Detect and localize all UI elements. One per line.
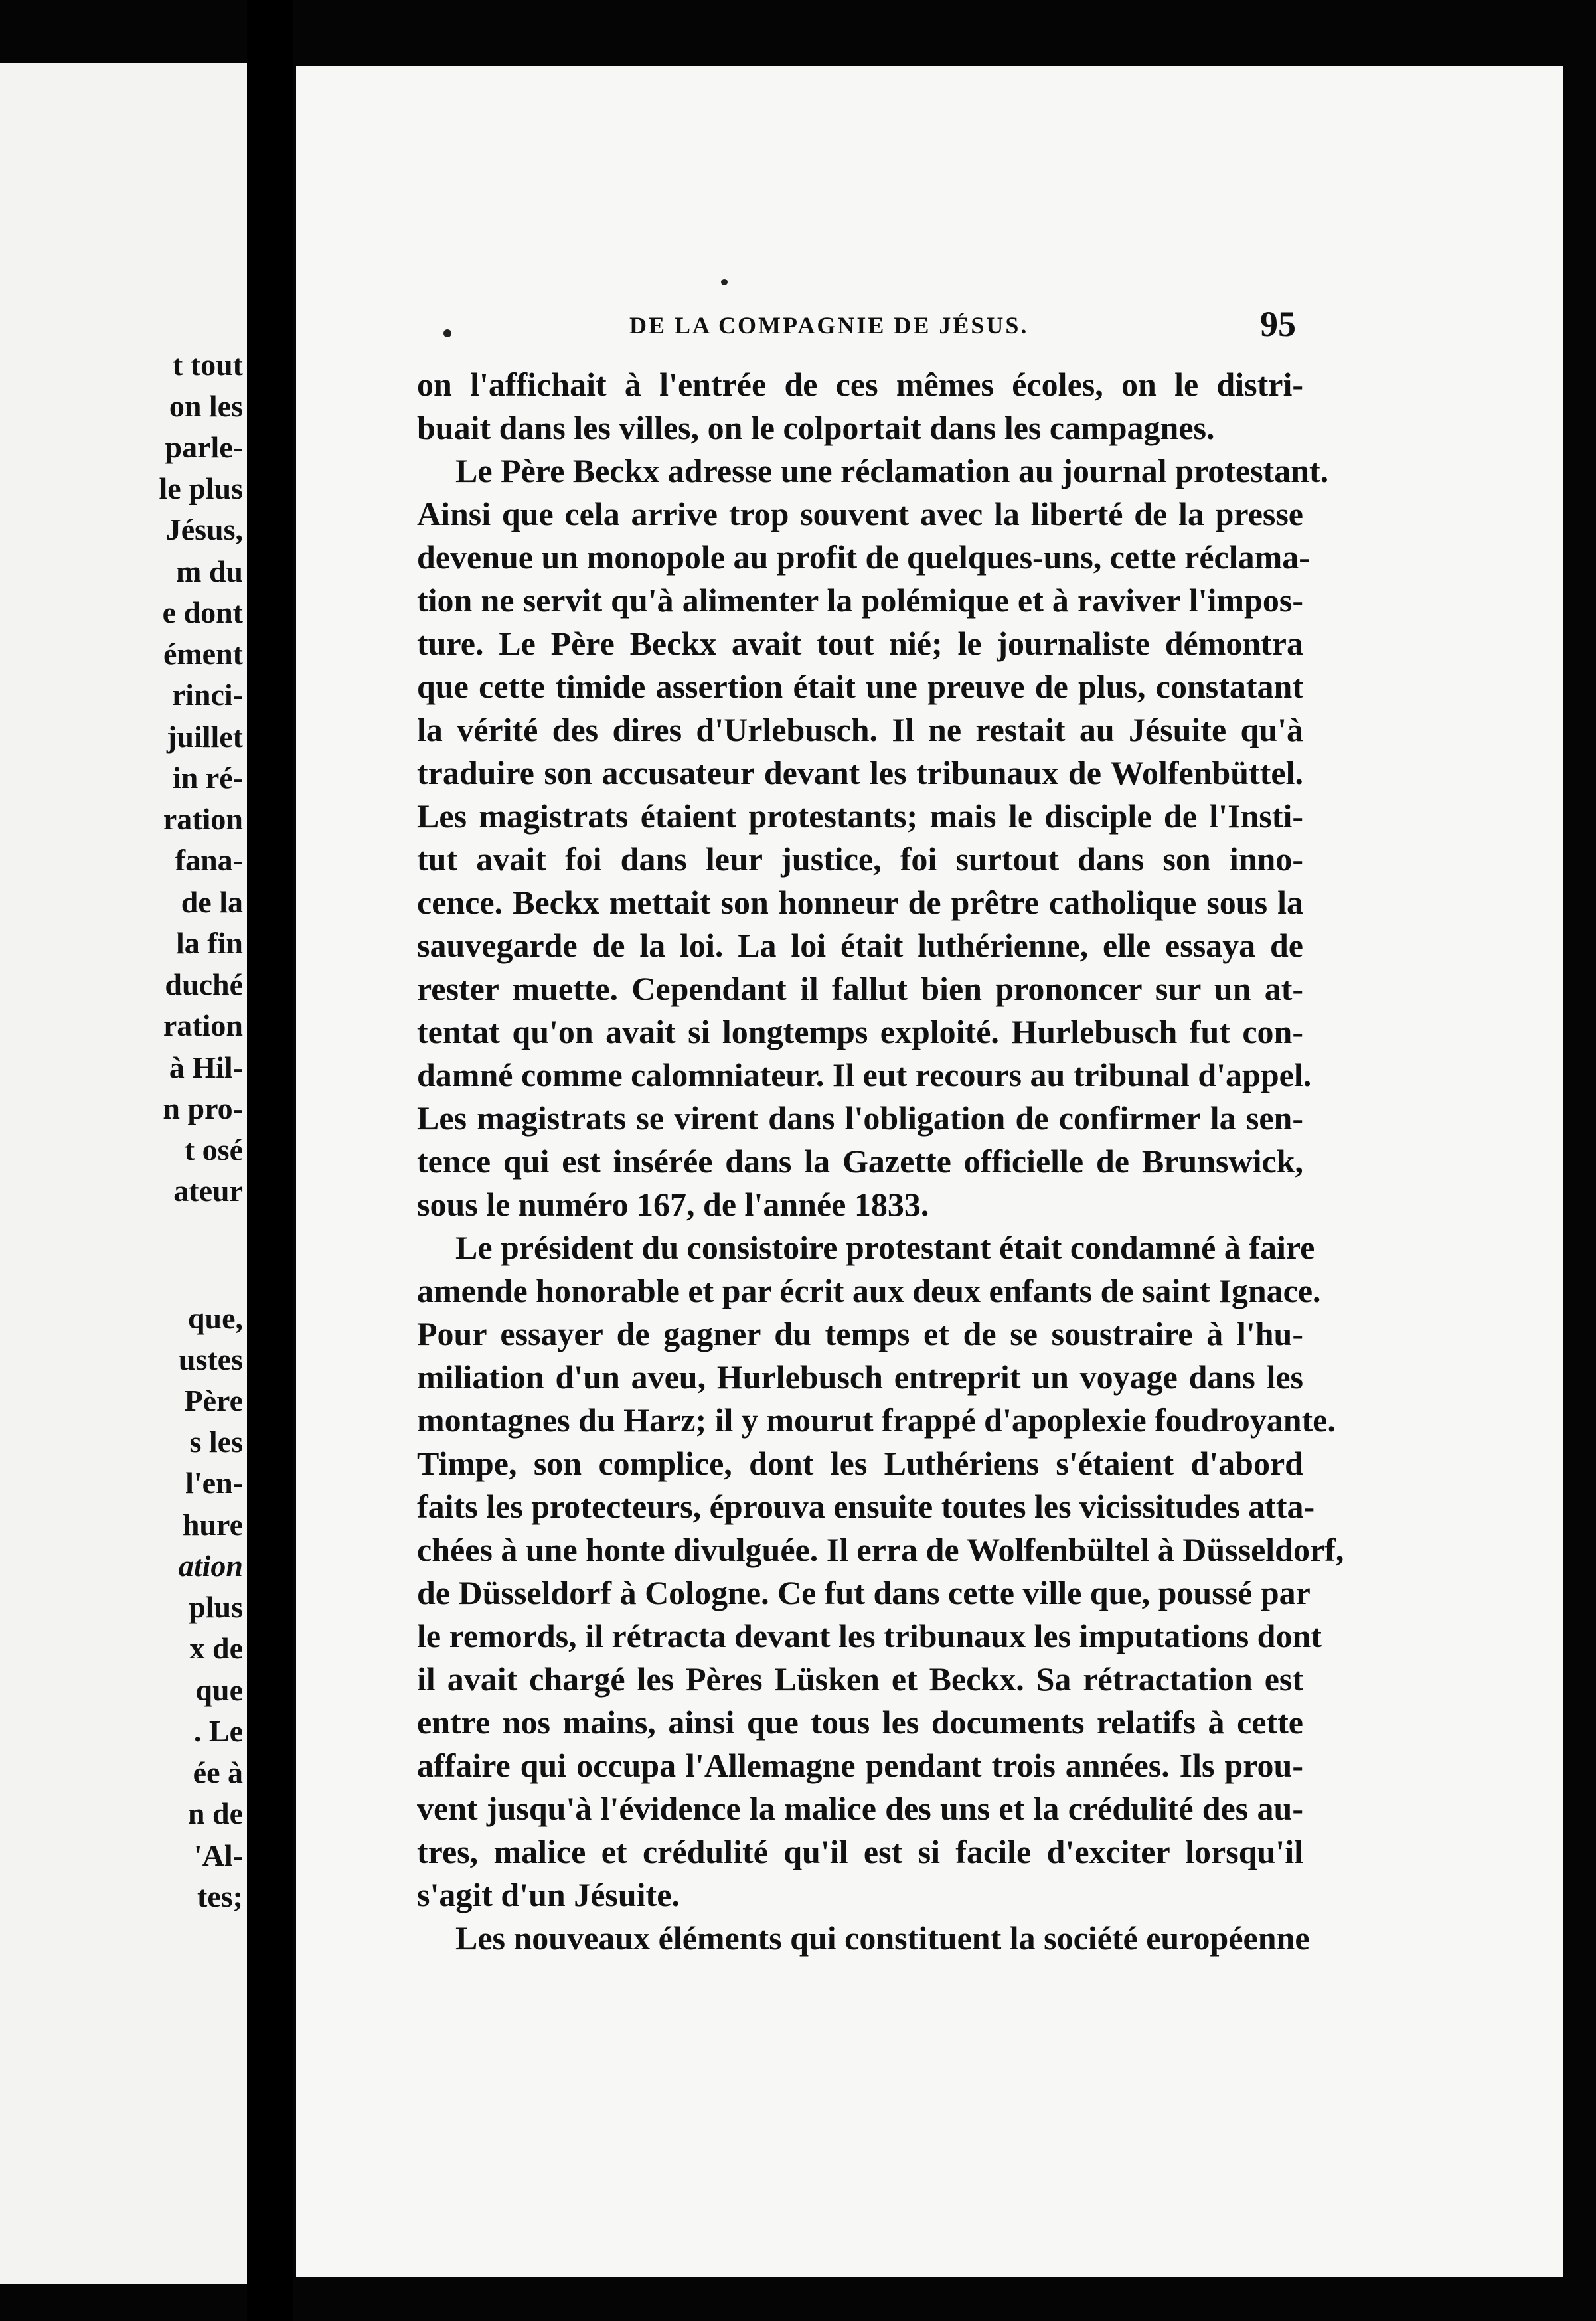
text-line: tentat qu'on avait si longtemps exploité. Hurlebusch fut con- — [417, 1013, 1303, 1050]
left-facing-page — [0, 63, 247, 2284]
text-line: Les magistrats se virent dans l'obligation de confirmer la sen- — [417, 1099, 1303, 1137]
left-page-fragment: Père — [184, 1384, 243, 1417]
left-page-fragment: duché — [165, 967, 243, 1001]
left-page-fragment: ée à — [193, 1755, 243, 1789]
text-line: cence. Beckx mettait son honneur de prêtre catholique sous la — [417, 884, 1303, 921]
left-page-fragment: parle- — [165, 430, 243, 464]
right-page — [296, 66, 1563, 2277]
left-page-fragment: hure — [182, 1508, 243, 1542]
text-line: faits les protecteurs, éprouva ensuite toutes les vicissitudes atta- — [417, 1488, 1315, 1525]
left-page-fragment: ateur — [173, 1174, 243, 1208]
text-line: ture. Le Père Beckx avait tout nié; le journaliste démontra — [417, 625, 1303, 662]
text-line: sous le numéro 167, de l'année 1833. — [417, 1186, 929, 1223]
text-line: tres, malice et crédulité qu'il est si facile d'exciter lorsqu'il — [417, 1833, 1303, 1870]
left-page-fragment: ration — [163, 1008, 243, 1042]
left-page-fragment: ustes — [178, 1342, 243, 1376]
text-line: traduire son accusateur devant les tribunaux de Wolfenbüttel. — [417, 754, 1303, 791]
left-page-fragment: la fin — [176, 926, 243, 960]
text-line: amende honorable et par écrit aux deux enfants de saint Ignace. — [417, 1272, 1321, 1309]
text-line: buait dans les villes, on le colportait dans les campagnes. — [417, 409, 1215, 446]
left-page-fragment: à Hil- — [169, 1050, 243, 1084]
left-page-fragment: fana- — [175, 843, 243, 877]
text-line: que cette timide assertion était une preuve de plus, constatant — [417, 668, 1303, 705]
left-page-fragment: t tout — [172, 348, 243, 382]
left-page-fragment: ément — [163, 637, 243, 671]
text-line: il avait chargé les Pères Lüsken et Beckx. Sa rétractation est — [417, 1660, 1303, 1698]
text-line: tut avait foi dans leur justice, foi surtout dans son inno- — [417, 840, 1303, 878]
book-gutter — [247, 0, 293, 2321]
text-line: montagnes du Harz; il y mourut frappé d'apoplexie foudroyante. — [417, 1401, 1336, 1439]
text-line: rester muette. Cependant il fallut bien prononcer sur un at- — [417, 970, 1303, 1007]
text-line: Pour essayer de gagner du temps et de se soustraire à l'hu- — [417, 1315, 1303, 1352]
left-page-fragment: Jésus, — [165, 513, 243, 546]
text-line: damné comme calomniateur. Il eut recours au tribunal d'appel. — [417, 1056, 1312, 1093]
text-line: le remords, il rétracta devant les tribunaux les imputations dont — [417, 1617, 1322, 1654]
left-page-fragment: s les — [189, 1425, 243, 1459]
left-page-fragment: . Le — [193, 1714, 243, 1748]
text-line: vent jusqu'à l'évidence la malice des uns et la crédulité des au- — [417, 1790, 1303, 1827]
page-number: 95 — [1260, 304, 1296, 344]
left-page-fragment: 'Al- — [193, 1838, 243, 1872]
text-line: tion ne servit qu'à alimenter la polémique et à raviver l'impos- — [417, 582, 1303, 619]
left-page-fragment: n pro- — [163, 1091, 243, 1125]
left-page-fragment: on les — [169, 389, 243, 423]
text-line: la vérité des dires d'Urlebusch. Il ne restait au Jésuite qu'à — [417, 711, 1303, 748]
left-page-fragment: n de — [187, 1797, 243, 1830]
text-line: sauvegarde de la loi. La loi était luthérienne, elle essaya de — [417, 927, 1303, 964]
left-page-fragment: in ré- — [172, 761, 243, 795]
text-line: Le président du consistoire protestant était condamné à faire — [455, 1229, 1315, 1266]
text-line: devenue un monopole au profit de quelques-uns, cette réclama- — [417, 538, 1310, 576]
left-page-fragment: l'en- — [185, 1466, 243, 1500]
page-header — [296, 303, 1563, 357]
text-line: affaire qui occupa l'Allemagne pendant trois années. Ils prou- — [417, 1747, 1303, 1784]
text-line: Ainsi que cela arrive trop souvent avec la liberté de la presse — [417, 495, 1303, 532]
ink-speck — [721, 279, 728, 285]
running-head: DE LA COMPAGNIE DE JÉSUS. — [629, 312, 1029, 339]
left-page-fragment: le plus — [159, 471, 243, 505]
body-text — [417, 363, 1344, 1960]
text-line: on l'affichait à l'entrée de ces mêmes écoles, on le distri- — [417, 366, 1303, 403]
text-line: miliation d'un aveu, Hurlebusch entreprit un voyage dans les — [417, 1358, 1303, 1396]
text-line: Les magistrats étaient protestants; mais le disciple de l'Insti- — [417, 797, 1303, 835]
left-page-fragment: e dont — [162, 596, 243, 629]
text-line: chées à une honte divulguée. Il erra de Wolfenbültel à Düsseldorf, — [417, 1531, 1344, 1568]
left-page-fragment: m du — [176, 554, 243, 588]
left-page-fragment: juillet — [167, 720, 243, 754]
left-page-fragment: tes; — [197, 1880, 243, 1913]
text-line: Les nouveaux éléments qui constituent la société européenne — [455, 1919, 1310, 1957]
left-page-fragment: ation — [178, 1549, 243, 1583]
left-page-fragment: de la — [181, 885, 243, 919]
text-line: entre nos mains, ainsi que tous les documents relatifs à cette — [417, 1704, 1303, 1741]
left-page-fragment: t osé — [184, 1133, 243, 1166]
left-page-fragment: que, — [187, 1301, 243, 1335]
left-page-fragment: plus — [189, 1590, 243, 1624]
text-line: Le Père Beckx adresse une réclamation au journal protestant. — [455, 452, 1329, 489]
text-line: tence qui est insérée dans la Gazette officielle de Brunswick, — [417, 1143, 1303, 1180]
text-line: de Düsseldorf à Cologne. Ce fut dans cette ville que, poussé par — [417, 1574, 1311, 1611]
left-page-fragment: x de — [189, 1631, 243, 1665]
text-line: Timpe, son complice, dont les Luthériens s'étaient d'abord — [417, 1445, 1303, 1482]
left-page-fragment: que — [195, 1673, 243, 1707]
left-page-fragment: ration — [163, 802, 243, 836]
left-page-fragment: rinci- — [171, 678, 243, 712]
text-line: s'agit d'un Jésuite. — [417, 1876, 680, 1913]
